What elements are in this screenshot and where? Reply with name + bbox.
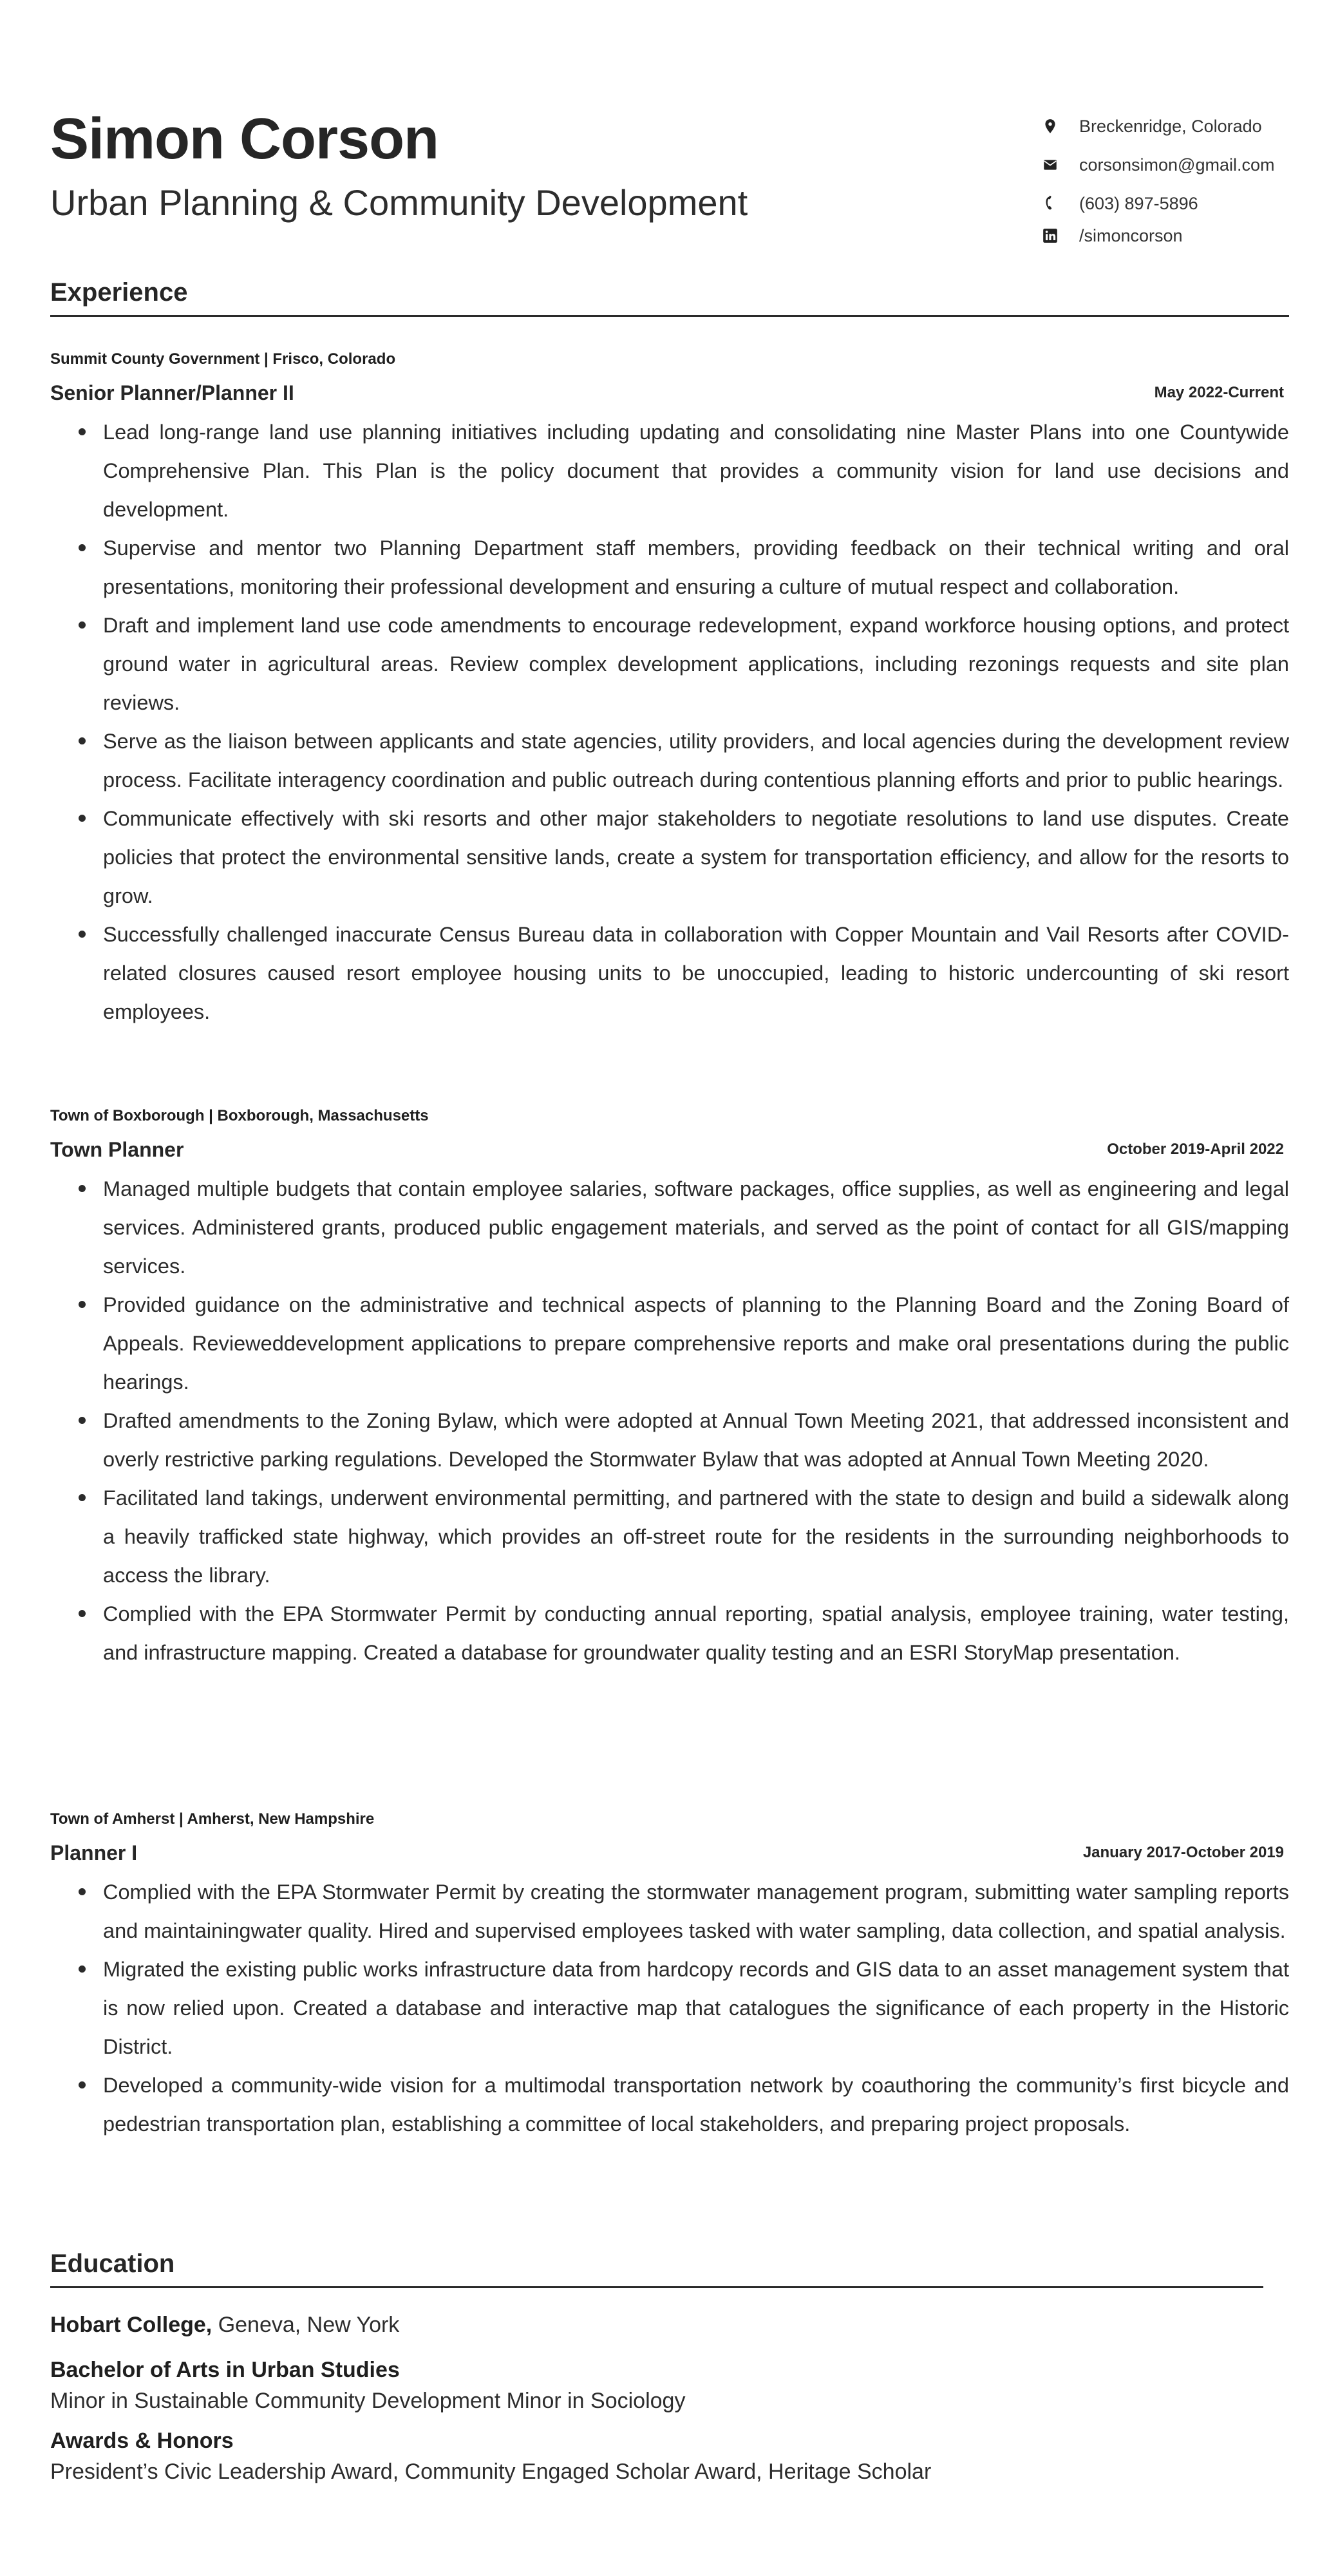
school-line xyxy=(50,2309,1289,2340)
school-location: Geneva, New York xyxy=(212,2313,400,2337)
awards-heading: Awards & Honors xyxy=(50,2429,234,2453)
bullet-text: Developed a community-wide vision for a multimodal transportation network by coauthoring the community’s first bicycle and pedestrian transportation plan, establishing a committee of local stakeholders, and preparing project proposals. xyxy=(103,2074,1289,2136)
bullet-dot xyxy=(79,1185,86,1192)
job-dates: October 2019-April 2022 xyxy=(1107,1141,1284,1158)
bullet-dot xyxy=(79,2081,86,2088)
bullet-text: Complied with the EPA Stormwater Permit by creating the stormwater management program, submitting water sampling reports and maintainingwater quality. Hired and supervised employees tasked with water sampling, data collection, and spatial analysis. xyxy=(103,1880,1289,1942)
bullet-text: Migrated the existing public works infrastructure data from hardcopy records and GIS data to an asset management system that is now relied upon. Created a database and interactive map that catalogues the significance of each property in the Historic District. xyxy=(103,1958,1289,2058)
experience-heading: Experience xyxy=(50,278,188,307)
education-heading: Education xyxy=(50,2249,175,2278)
envelope-icon xyxy=(1042,156,1059,173)
job-title: Town Planner xyxy=(50,1138,184,1161)
job-title: Senior Planner/Planner II xyxy=(50,381,294,404)
list-item xyxy=(50,1401,1289,1479)
bullet-text: Provided guidance on the administrative and technical aspects of planning to the Planning Board and the Zoning Board of Appeals. Revieweddevelopment applications to prepare comprehensive reports and make oral presentations during the public hearings. xyxy=(103,1293,1289,1394)
employer: Town of Boxborough | Boxborough, Massachusetts xyxy=(50,1107,429,1124)
bullet-dot xyxy=(79,428,86,435)
bullet-text: Serve as the liaison between applicants and state agencies, utility providers, and local agencies during the development review process. Facilitate interagency coordination and public outreach during contentious planning efforts and prior to public hearings. xyxy=(103,730,1289,791)
bullet-text: Drafted amendments to the Zoning Bylaw, which were adopted at Annual Town Meeting 2021, that addressed inconsistent and overly restrictive parking regulations. Developed the Stormwater Bylaw that was adopted at Annual Town Meeting 2020. xyxy=(103,1409,1289,1471)
experience-divider xyxy=(50,315,1289,317)
education-block xyxy=(50,2309,1289,2487)
bullet-dot xyxy=(79,1610,86,1617)
job-dates: January 2017-October 2019 xyxy=(1082,1844,1284,1861)
bullet-dot xyxy=(79,815,86,822)
candidate-headline: Urban Planning & Community Development xyxy=(50,182,748,223)
contact-linkedin[interactable] xyxy=(1042,224,1299,247)
list-item xyxy=(50,413,1289,529)
job-title-row xyxy=(50,1133,1289,1166)
linkedin-icon xyxy=(1042,227,1059,244)
bullet-text: Lead long-range land use planning initiatives including updating and consolidating nine Master Plans into one Countywide Comprehensive Plan. This Plan is the policy document that provides a community vision for land use decisions and development. xyxy=(103,421,1289,521)
resume-page xyxy=(50,0,1289,2576)
job-title-row xyxy=(50,1837,1289,1869)
bullet-dot xyxy=(79,544,86,551)
bullet-dot xyxy=(79,1965,86,1973)
contact-email[interactable] xyxy=(1042,153,1299,176)
job-title-row xyxy=(50,377,1289,409)
list-item xyxy=(50,1170,1289,1285)
bullet-dot xyxy=(79,1888,86,1895)
job-boxborough xyxy=(50,1105,1289,1672)
list-item xyxy=(50,1950,1289,2066)
job-amherst xyxy=(50,1808,1289,2143)
bullet-text: Communicate effectively with ski resorts and other major stakeholders to negotiate resolutions to land use disputes. Create policies that protect the environmental sensitive lands, create a system for transportation efficiency, and allow for the resorts to grow. xyxy=(103,807,1289,907)
list-item xyxy=(50,529,1289,606)
bullet-dot xyxy=(79,1494,86,1501)
list-item xyxy=(50,1873,1289,1950)
phone-icon xyxy=(1042,195,1059,212)
email-link[interactable]: corsonsimon@gmail.com xyxy=(1079,155,1275,175)
awards-list: President’s Civic Leadership Award, Community Engaged Scholar Award, Heritage Scholar xyxy=(50,2459,932,2484)
bullet-text: Draft and implement land use code amendments to encourage redevelopment, expand workforce housing options, and protect ground water in agricultural areas. Review complex development applications, including rezonings requests and site plan reviews. xyxy=(103,614,1289,714)
education-divider xyxy=(50,2286,1263,2288)
job-title: Planner I xyxy=(50,1841,138,1864)
bullet-text: Complied with the EPA Stormwater Permit by conducting annual reporting, spatial analysis, employee training, water testing, and infrastructure mapping. Created a database for groundwater quality testing and an ESRI StoryMap presentation. xyxy=(103,1602,1289,1664)
linkedin-link[interactable]: /simoncorson xyxy=(1079,225,1183,245)
list-item xyxy=(50,1479,1289,1595)
employer: Town of Amherst | Amherst, New Hampshire xyxy=(50,1810,375,1828)
bullet-text: Supervise and mentor two Planning Department staff members, providing feedback on their technical writing and oral presentations, monitoring their professional development and ensuring a culture of mutual respect and collaboration. xyxy=(103,536,1289,598)
job-bullets xyxy=(50,1873,1289,2143)
bullet-dot xyxy=(79,931,86,938)
bullet-text: Facilitated land takings, underwent environmental permitting, and partnered with the state to design and build a sidewalk along a heavily trafficked state highway, which provides an off-street route for the residents in the surrounding neighborhoods to access the library. xyxy=(103,1486,1289,1587)
contact-block xyxy=(1042,115,1299,263)
degree: Bachelor of Arts in Urban Studies xyxy=(50,2358,400,2382)
list-item xyxy=(50,799,1289,915)
list-item xyxy=(50,915,1289,1031)
contact-location xyxy=(1042,115,1299,138)
list-item xyxy=(50,1595,1289,1672)
employer: Summit County Government | Frisco, Colorado xyxy=(50,350,396,368)
list-item xyxy=(50,722,1289,799)
bullet-dot xyxy=(79,737,86,744)
job-bullets xyxy=(50,1170,1289,1672)
location-pin-icon xyxy=(1042,118,1059,135)
bullet-dot xyxy=(79,1417,86,1424)
contact-phone[interactable] xyxy=(1042,192,1299,215)
list-item xyxy=(50,606,1289,722)
bullet-dot xyxy=(79,1301,86,1308)
school-name: Hobart College, xyxy=(50,2313,212,2337)
list-item xyxy=(50,1285,1289,1401)
job-bullets xyxy=(50,413,1289,1031)
candidate-name: Simon Corson xyxy=(50,107,439,171)
bullet-dot xyxy=(79,621,86,629)
location-text: Breckenridge, Colorado xyxy=(1079,116,1262,136)
job-dates: May 2022-Current xyxy=(1154,384,1284,401)
bullet-text: Successfully challenged inaccurate Census Bureau data in collaboration with Copper Mountain and Vail Resorts after COVID-related closures caused resort employee housing units to be unoccupied, leading to historic undercounting of ski resort employees. xyxy=(103,923,1289,1023)
phone-text[interactable]: (603) 897-5896 xyxy=(1079,193,1198,213)
list-item xyxy=(50,2066,1289,2143)
minors: Minor in Sustainable Community Development Minor in Sociology xyxy=(50,2389,686,2413)
job-summit-county xyxy=(50,348,1289,1031)
bullet-text: Managed multiple budgets that contain employee salaries, software packages, office supplies, as well as engineering and legal services. Administered grants, produced public engagement materials, and served as the point of contact for all GIS/mapping services. xyxy=(103,1177,1289,1278)
